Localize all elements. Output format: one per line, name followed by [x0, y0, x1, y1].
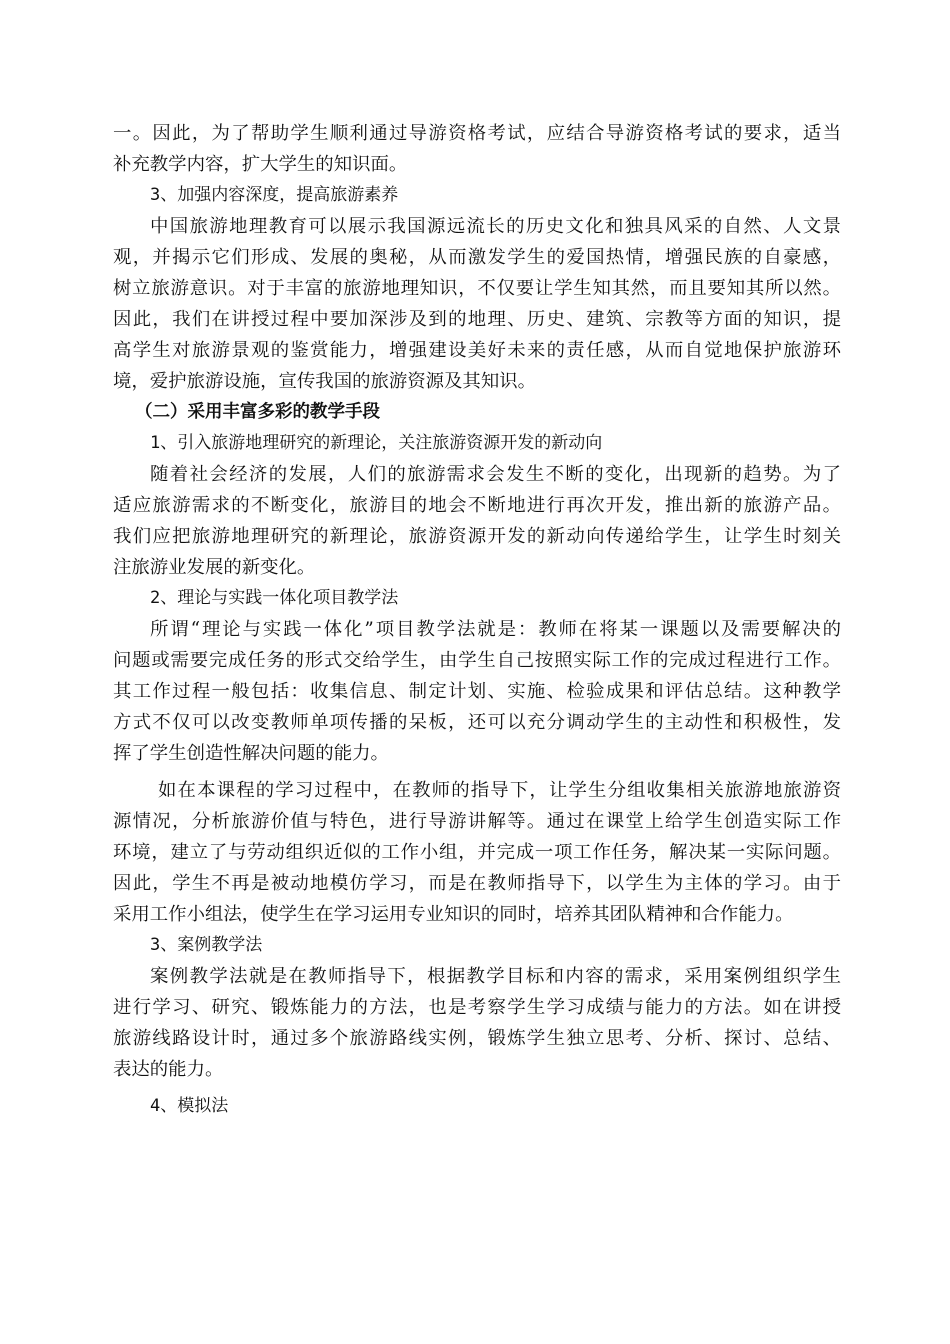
subheading: 1、引入旅游地理研究的新理论，关注旅游资源开发的新动向 — [150, 433, 603, 453]
subheading: 2、理论与实践一体化项目教学法 — [150, 588, 399, 608]
section-heading: （二）采用丰富多彩的教学手段 — [135, 402, 380, 422]
paragraph-line: 树立旅游意识。对于丰富的旅游地理知识，不仅要让学生知其然，而且要知其所以然。 — [113, 278, 841, 299]
paragraph-line: 一。因此，为了帮助学生顺利通过导游资格考试，应结合导游资格考试的要求，适当 — [113, 123, 841, 144]
subheading: 3、案例教学法 — [150, 935, 263, 955]
paragraph-line: 所谓“理论与实践一体化”项目教学法就是：教师在将某一课题以及需要解决的 — [150, 619, 841, 640]
paragraph-line: 适应旅游需求的不断变化，旅游目的地会不断地进行再次开发，推出新的旅游产品。 — [113, 495, 841, 516]
paragraph-line: 因此，我们在讲授过程中要加深涉及到的地理、历史、建筑、宗教等方面的知识，提 — [113, 309, 841, 330]
subheading: 3、加强内容深度，提高旅游素养 — [150, 185, 399, 205]
paragraph-line: 采用工作小组法，使学生在学习运用专业知识的同时，培养其团队精神和合作能力。 — [113, 904, 794, 925]
paragraph-line: 我们应把旅游地理研究的新理论，旅游资源开发的新动向传递给学生，让学生时刻关 — [113, 526, 841, 547]
paragraph-line: 观，并揭示它们形成、发展的奥秘，从而激发学生的爱国热情，增强民族的自豪感， — [113, 247, 841, 268]
paragraph-line: 注旅游业发展的新变化。 — [113, 557, 316, 578]
paragraph-line: 其工作过程一般包括：收集信息、制定计划、实施、检验成果和评估总结。这种教学 — [113, 681, 841, 702]
paragraph-line: 补充教学内容，扩大学生的知识面。 — [113, 154, 408, 175]
paragraph-line: 境，爱护旅游设施，宣传我国的旅游资源及其知识。 — [113, 371, 536, 392]
paragraph-line: 表达的能力。 — [113, 1059, 224, 1080]
subheading: 4、模拟法 — [150, 1096, 229, 1116]
paragraph-line: 挥了学生创造性解决问题的能力。 — [113, 743, 389, 764]
paragraph-line: 中国旅游地理教育可以展示我国源远流长的历史文化和独具风采的自然、人文景 — [150, 216, 841, 237]
paragraph-line: 高学生对旅游景观的鉴赏能力，增强建设美好未来的责任感，从而自觉地保护旅游环 — [113, 340, 841, 361]
paragraph-line: 问题或需要完成任务的形式交给学生，由学生自己按照实际工作的完成过程进行工作。 — [113, 650, 841, 671]
paragraph-line: 随着社会经济的发展，人们的旅游需求会发生不断的变化，出现新的趋势。为了 — [150, 464, 841, 485]
paragraph-line: 旅游线路设计时，通过多个旅游路线实例，锻炼学生独立思考、分析、探讨、总结、 — [113, 1028, 841, 1049]
document-page — [113, 118, 841, 1122]
paragraph-line: 案例教学法就是在教师指导下，根据教学目标和内容的需求，采用案例组织学生 — [150, 966, 841, 987]
paragraph-line: 环境，建立了与劳动组织近似的工作小组，并完成一项工作任务，解决某一实际问题。 — [113, 842, 841, 863]
paragraph-line: 方式不仅可以改变教师单项传播的呆板，还可以充分调动学生的主动性和积极性，发 — [113, 712, 841, 733]
paragraph-line: 因此，学生不再是被动地模仿学习，而是在教师指导下，以学生为主体的学习。由于 — [113, 873, 841, 894]
paragraph-line: 进行学习、研究、锻炼能力的方法，也是考察学生学习成绩与能力的方法。如在讲授 — [113, 997, 841, 1018]
paragraph-line: 如在本课程的学习过程中，在教师的指导下，让学生分组收集相关旅游地旅游资 — [158, 780, 841, 801]
paragraph-line: 源情况，分析旅游价值与特色，进行导游讲解等。通过在课堂上给学生创造实际工作 — [113, 811, 841, 832]
